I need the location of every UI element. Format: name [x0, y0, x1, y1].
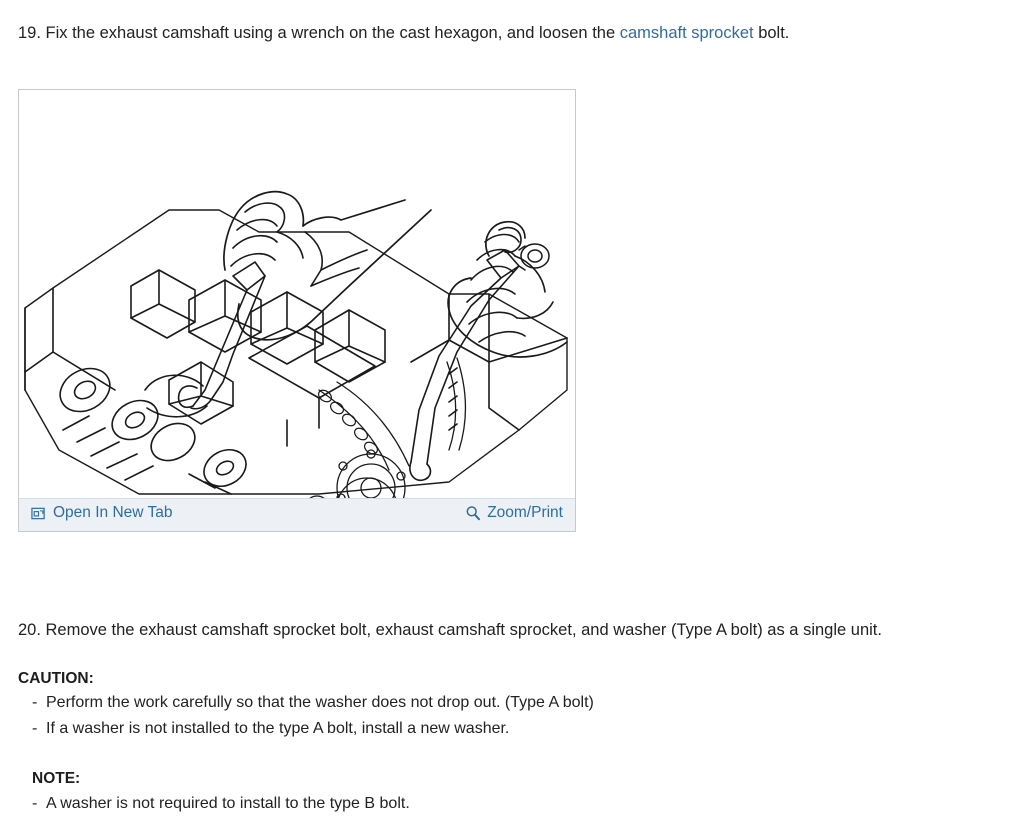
step-19-text [18, 22, 789, 44]
zoom-print-button[interactable] [465, 504, 563, 522]
magnifier-icon [465, 505, 481, 521]
camshaft-sprocket-link[interactable]: camshaft sprocket [619, 24, 754, 42]
caution-item-1-text: Perform the work carefully so that the washer does not drop out. (Type A bolt) [46, 694, 594, 711]
open-in-new-tab-label: Open In New Tab [53, 504, 173, 521]
step-19-suffix: bolt. [753, 24, 790, 42]
figure-container [18, 89, 576, 532]
step-20-text: 20. Remove the exhaust camshaft sprocket bolt, exhaust camshaft sprocket, and washer (Type A bolt) as a single unit. [18, 621, 882, 639]
bullet-dash: - [32, 694, 38, 711]
note-heading: NOTE: [32, 770, 81, 787]
bullet-dash: - [32, 720, 38, 737]
caution-item-2-text: If a washer is not installed to the type A bolt, install a new washer. [46, 720, 510, 737]
note-item-1 [32, 795, 410, 813]
figure-toolbar [19, 498, 575, 531]
figure-illustration[interactable] [19, 90, 575, 498]
caution-item-1 [32, 694, 594, 712]
caution-heading: CAUTION: [18, 670, 94, 687]
caution-item-2 [32, 720, 509, 738]
bullet-dash: - [32, 795, 38, 812]
step-19-prefix: 19. Fix the exhaust camshaft using a wrench on the cast hexagon, and loosen the [18, 24, 620, 42]
open-in-new-tab-icon [31, 506, 46, 521]
note-item-1-text: A washer is not required to install to the type B bolt. [46, 795, 410, 812]
zoom-print-label: Zoom/Print [487, 504, 563, 521]
open-in-new-tab-button[interactable] [31, 504, 172, 522]
